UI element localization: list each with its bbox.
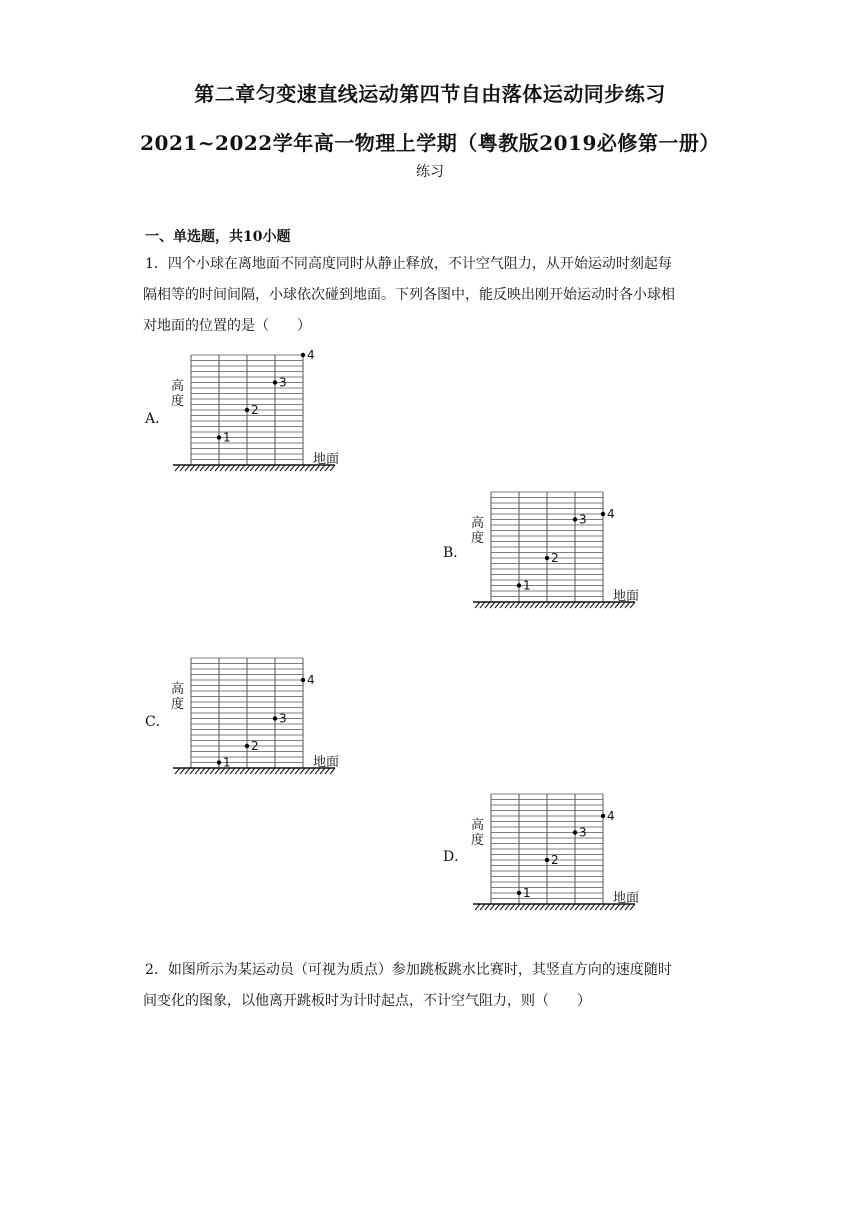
ball-number-2: 2 xyxy=(251,403,259,417)
ball-number-1: 1 xyxy=(523,578,531,593)
ball-4 xyxy=(301,353,305,357)
ball-number-4: 4 xyxy=(307,673,315,687)
hatch-mark xyxy=(290,768,295,774)
hatch-mark xyxy=(480,904,485,910)
height-axis-label-top: 高 xyxy=(471,818,485,833)
height-axis-label-top: 高 xyxy=(171,379,185,394)
height-axis-label-top: 高 xyxy=(471,516,485,531)
ball-number-3: 3 xyxy=(579,825,587,840)
hatch-mark xyxy=(260,465,265,471)
hatch-mark xyxy=(495,904,500,910)
hatch-mark xyxy=(205,465,210,471)
hatch-mark xyxy=(260,768,265,774)
ball-1 xyxy=(517,891,521,895)
ground-label: 地面 xyxy=(613,891,640,906)
ground-label: 地面 xyxy=(613,589,640,604)
hatch-mark xyxy=(520,602,525,608)
hatch-mark xyxy=(275,465,280,471)
ball-1 xyxy=(217,435,221,439)
hatch-mark xyxy=(265,465,270,471)
hatch-mark xyxy=(500,602,505,608)
section-heading: 一、单选题，共10小题 xyxy=(145,229,291,245)
figure-option-a xyxy=(165,347,350,479)
hatch-mark xyxy=(485,602,490,608)
ball-3 xyxy=(273,716,277,720)
hatch-mark xyxy=(215,768,220,774)
ball-2 xyxy=(545,556,549,560)
hatch-mark xyxy=(570,602,575,608)
hatch-mark xyxy=(230,465,235,471)
option-c-label[interactable]: C． xyxy=(145,714,170,730)
hatch-mark xyxy=(185,465,190,471)
hatch-mark xyxy=(475,602,480,608)
hatch-mark xyxy=(225,465,230,471)
question-1-line-2: 隔相等的时间间隔，小球依次碰到地面。下列各图中，能反映出刚开始运动时各小球相 xyxy=(143,287,675,303)
question-1-text xyxy=(145,249,725,342)
ball-number-4: 4 xyxy=(607,507,615,521)
hatch-mark xyxy=(475,904,480,910)
hatch-mark xyxy=(555,602,560,608)
hatch-mark xyxy=(550,904,555,910)
hatch-mark xyxy=(555,904,560,910)
hatch-mark xyxy=(250,768,255,774)
question-1-number: 1． xyxy=(145,256,168,272)
figure-option-c xyxy=(165,650,350,782)
hatch-mark xyxy=(230,768,235,774)
hatch-mark xyxy=(270,768,275,774)
hatch-mark xyxy=(175,768,180,774)
hatch-mark xyxy=(500,904,505,910)
hatch-mark xyxy=(550,602,555,608)
ground-hatch xyxy=(475,602,635,608)
hatch-mark xyxy=(595,602,600,608)
height-axis-label-bottom: 度 xyxy=(471,833,485,848)
hatch-mark xyxy=(515,602,520,608)
ball-4 xyxy=(601,512,605,516)
ball-2 xyxy=(545,858,549,862)
hatch-mark xyxy=(540,904,545,910)
ground-hatch xyxy=(475,904,635,910)
hatch-mark xyxy=(490,602,495,608)
hatch-mark xyxy=(580,904,585,910)
hatch-mark xyxy=(240,465,245,471)
title-line-1: 第二章匀变速直线运动第四节自由落体运动同步练习 xyxy=(194,82,666,106)
hatch-mark xyxy=(190,768,195,774)
hatch-mark xyxy=(240,768,245,774)
option-d-label[interactable]: D． xyxy=(443,849,469,865)
hatch-mark xyxy=(265,768,270,774)
hatch-mark xyxy=(235,465,240,471)
hatch-mark xyxy=(280,465,285,471)
ground-hatch xyxy=(175,465,335,471)
hatch-mark xyxy=(560,904,565,910)
ball-number-4: 4 xyxy=(307,348,315,362)
ball-number-2: 2 xyxy=(251,739,259,753)
hatch-mark xyxy=(605,904,610,910)
grid xyxy=(491,492,603,602)
ball-4 xyxy=(301,678,305,682)
hatch-mark xyxy=(280,768,285,774)
hatch-mark xyxy=(480,602,485,608)
hatch-mark xyxy=(545,602,550,608)
hatch-mark xyxy=(510,904,515,910)
hatch-mark xyxy=(290,465,295,471)
hatch-mark xyxy=(275,768,280,774)
title-line-2: 2021~2022学年高一物理上学期（粤教版2019必修第一册） xyxy=(140,131,720,155)
ball-2 xyxy=(245,408,249,412)
height-axis-label-bottom: 度 xyxy=(471,531,485,546)
hatch-mark xyxy=(520,904,525,910)
hatch-mark xyxy=(305,768,310,774)
option-b-label[interactable]: B． xyxy=(443,545,468,561)
question-2-line-1: 2．如图所示为某运动员（可视为质点）参加跳板跳水比赛时，其竖直方向的速度随时 xyxy=(145,962,672,978)
hatch-mark xyxy=(595,904,600,910)
hatch-mark xyxy=(305,465,310,471)
hatch-mark xyxy=(210,768,215,774)
hatch-mark xyxy=(235,768,240,774)
ground-hatch xyxy=(175,768,335,774)
ball-number-3: 3 xyxy=(279,711,287,726)
grid xyxy=(491,794,603,904)
ball-number-1: 1 xyxy=(523,886,531,900)
hatch-mark xyxy=(580,602,585,608)
hatch-mark xyxy=(495,602,500,608)
hatch-mark xyxy=(285,768,290,774)
ball-number-4: 4 xyxy=(607,809,615,823)
ball-1 xyxy=(517,583,521,587)
hatch-mark xyxy=(565,602,570,608)
hatch-mark xyxy=(205,768,210,774)
hatch-mark xyxy=(590,904,595,910)
ball-number-1: 1 xyxy=(223,430,231,445)
ball-4 xyxy=(601,814,605,818)
hatch-mark xyxy=(245,465,250,471)
hatch-mark xyxy=(545,904,550,910)
hatch-mark xyxy=(200,768,205,774)
hatch-mark xyxy=(605,602,610,608)
hatch-mark xyxy=(525,602,530,608)
hatch-mark xyxy=(560,602,565,608)
question-1-line-1: 1．四个小球在离地面不同高度同时从静止释放，不计空气阻力，从开始运动时刻起每 xyxy=(145,256,672,272)
hatch-mark xyxy=(270,465,275,471)
question-2-number: 2． xyxy=(145,962,168,978)
hatch-mark xyxy=(210,465,215,471)
hatch-mark xyxy=(255,465,260,471)
hatch-mark xyxy=(590,602,595,608)
ball-3 xyxy=(573,830,577,834)
hatch-mark xyxy=(195,465,200,471)
ground-label: 地面 xyxy=(313,755,340,770)
hatch-mark xyxy=(185,768,190,774)
hatch-mark xyxy=(585,904,590,910)
hatch-mark xyxy=(175,465,180,471)
hatch-mark xyxy=(300,768,305,774)
hatch-mark xyxy=(295,465,300,471)
ball-number-2: 2 xyxy=(551,853,559,867)
hatch-mark xyxy=(530,904,535,910)
hatch-mark xyxy=(575,602,580,608)
ball-number-1: 1 xyxy=(223,755,231,770)
question-1-line-3: 对地面的位置的是（ ） xyxy=(143,318,311,334)
hatch-mark xyxy=(295,768,300,774)
hatch-mark xyxy=(220,465,225,471)
hatch-mark xyxy=(575,904,580,910)
hatch-mark xyxy=(565,904,570,910)
height-axis-label-bottom: 度 xyxy=(171,394,185,409)
hatch-mark xyxy=(540,602,545,608)
hatch-mark xyxy=(535,602,540,608)
ball-3 xyxy=(573,517,577,521)
figure-option-b xyxy=(465,484,650,616)
hatch-mark xyxy=(485,904,490,910)
ball-number-2: 2 xyxy=(551,551,559,565)
hatch-mark xyxy=(180,768,185,774)
ball-number-3: 3 xyxy=(579,512,587,527)
hatch-mark xyxy=(195,768,200,774)
hatch-mark xyxy=(525,904,530,910)
question-2-text xyxy=(145,955,725,1017)
hatch-mark xyxy=(535,904,540,910)
hatch-mark xyxy=(285,465,290,471)
question-2-line-2: 间变化的图象，以他离开跳板时为计时起点，不计空气阻力，则（ ） xyxy=(143,993,591,1009)
hatch-mark xyxy=(180,465,185,471)
hatch-mark xyxy=(200,465,205,471)
hatch-mark xyxy=(585,602,590,608)
hatch-mark xyxy=(505,904,510,910)
hatch-mark xyxy=(600,602,605,608)
hatch-mark xyxy=(300,465,305,471)
hatch-mark xyxy=(250,465,255,471)
ball-3 xyxy=(273,380,277,384)
hatch-mark xyxy=(515,904,520,910)
hatch-mark xyxy=(530,602,535,608)
ground-label: 地面 xyxy=(313,452,340,467)
hatch-mark xyxy=(490,904,495,910)
hatch-mark xyxy=(245,768,250,774)
ball-2 xyxy=(245,744,249,748)
ball-number-3: 3 xyxy=(279,375,287,390)
hatch-mark xyxy=(255,768,260,774)
hatch-mark xyxy=(510,602,515,608)
ball-1 xyxy=(217,760,221,764)
option-a-label[interactable]: A． xyxy=(145,411,170,427)
height-axis-label-top: 高 xyxy=(171,682,185,697)
subtitle: 练习 xyxy=(416,164,444,180)
hatch-mark xyxy=(505,602,510,608)
figure-option-d xyxy=(465,786,650,918)
hatch-mark xyxy=(215,465,220,471)
hatch-mark xyxy=(600,904,605,910)
hatch-mark xyxy=(190,465,195,471)
height-axis-label-bottom: 度 xyxy=(171,697,185,712)
hatch-mark xyxy=(570,904,575,910)
